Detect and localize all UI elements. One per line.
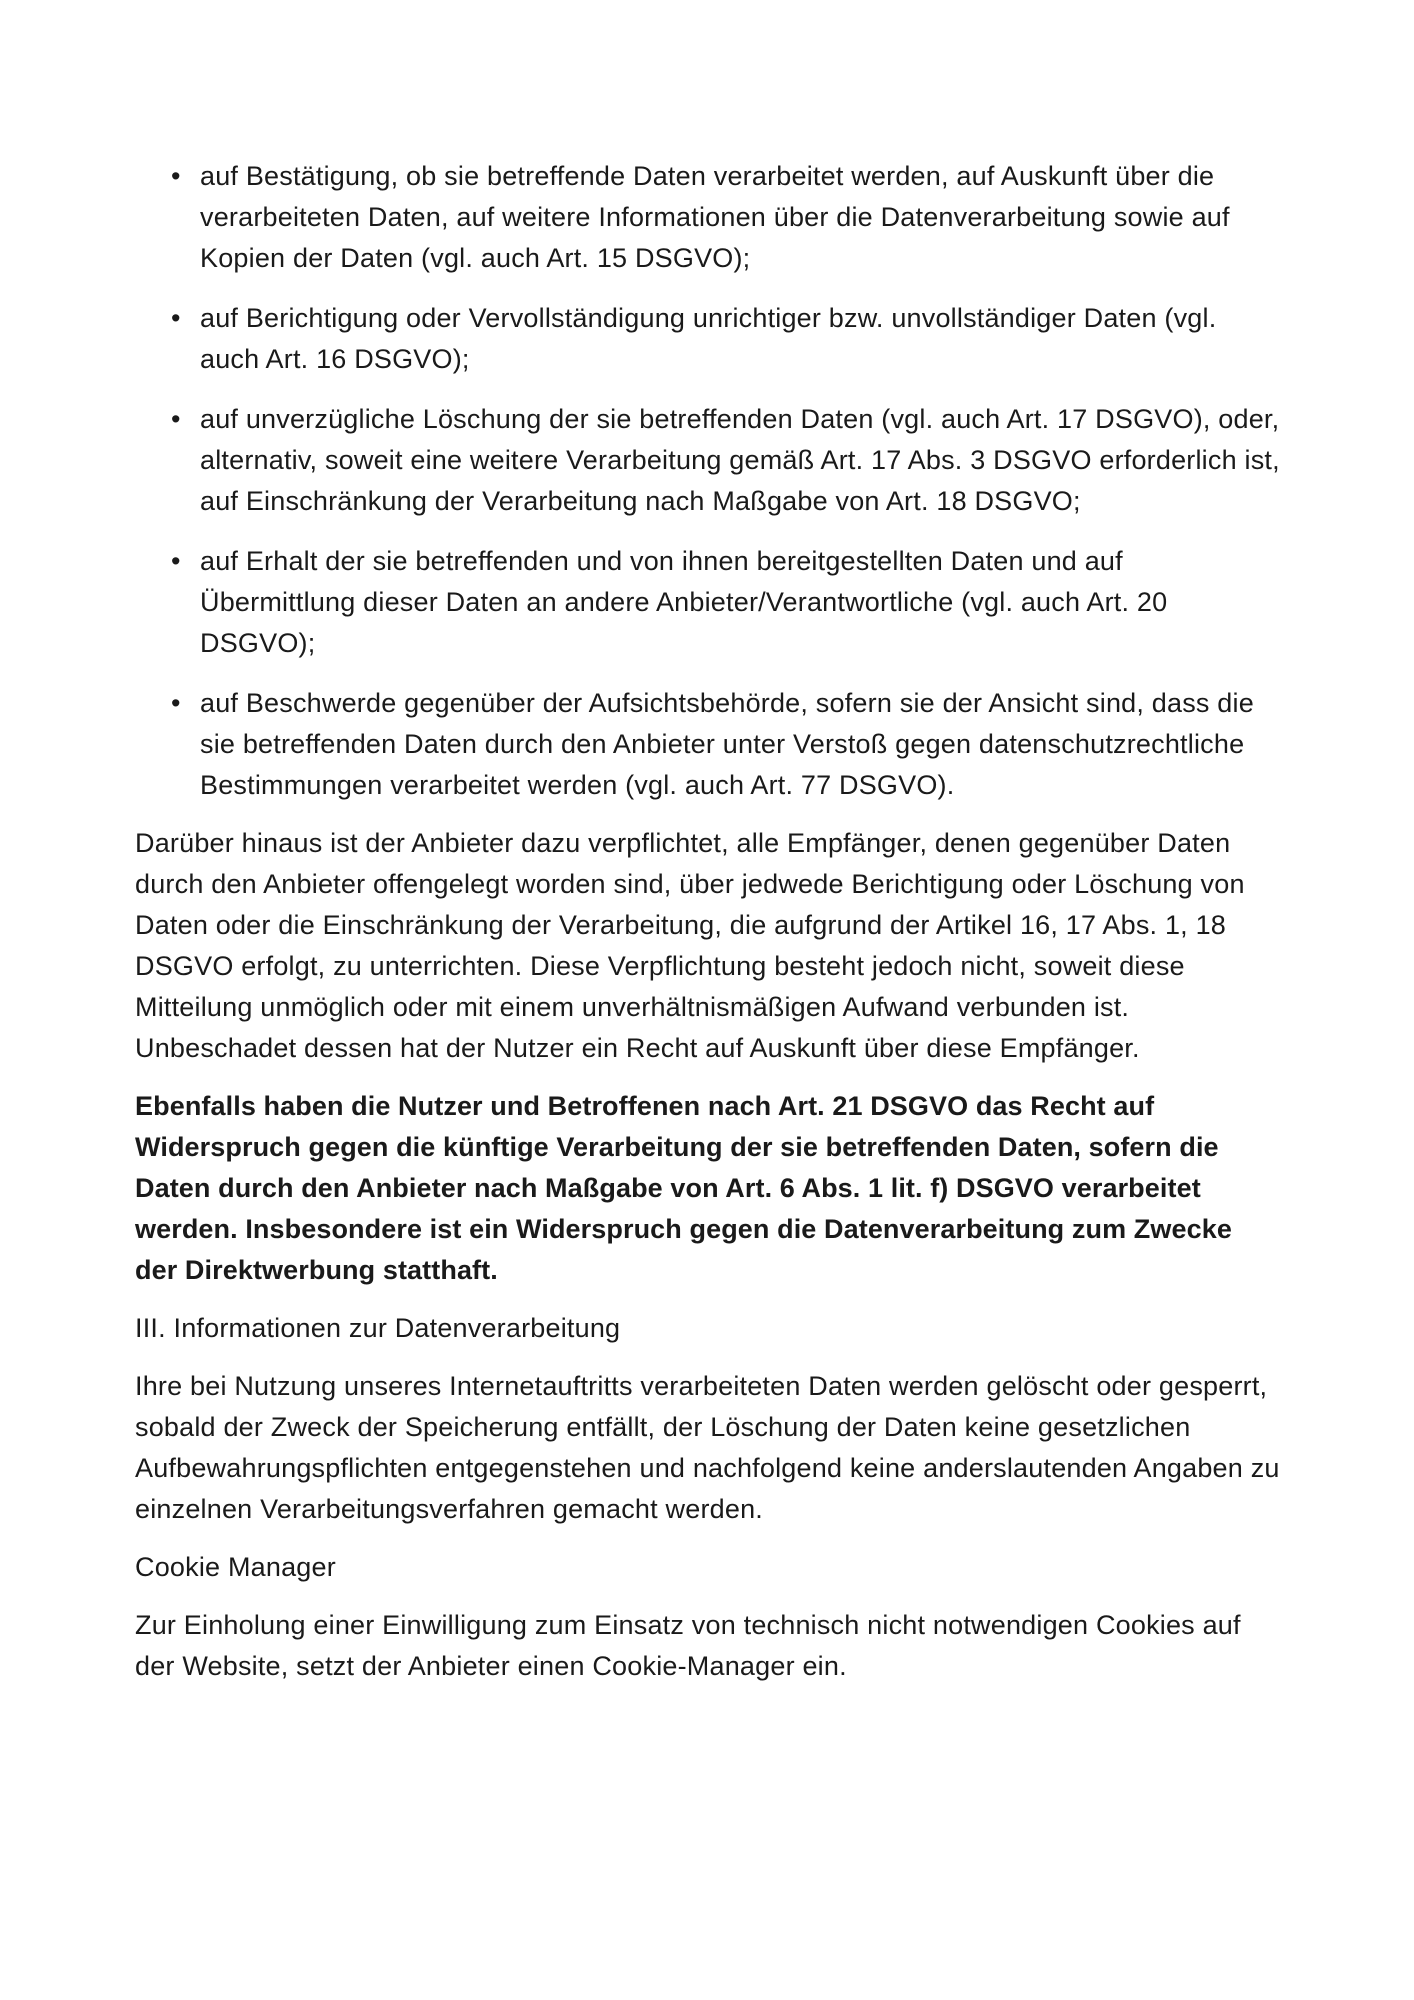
bullet-icon: • xyxy=(171,303,181,333)
cookie-manager-paragraph: Zur Einholung einer Einwilligung zum Einsatz von technisch nicht notwendigen Cookies auf der Website, setzt der Anbieter einen Cookie-Manager ein. xyxy=(135,1610,1241,1681)
data-processing-info-paragraph: Ihre bei Nutzung unseres Internetauftritts verarbeiteten Daten werden gelöscht oder gesperrt, sobald der Zweck der Speicherung entfällt, der Löschung der Daten keine gesetzlichen Aufbewahrungspflichten entgegenstehen und nachfolgend keine anderslautenden Angaben zu einzelnen Verarbeitungsverfahren gemacht werden. xyxy=(135,1371,1280,1524)
bullet-icon: • xyxy=(171,404,181,434)
right-complaint-text: auf Beschwerde gegenüber der Aufsichtsbehörde, sofern sie der Ansicht sind, dass die sie betreffenden Daten durch den Anbieter unter Verstoß gegen datenschutzrechtliche Bestimmungen verarbeitet werden (vgl. auch Art. 77 DSGVO). xyxy=(200,688,1254,800)
bullet-icon: • xyxy=(171,161,181,191)
bullet-icon: • xyxy=(171,546,181,576)
recipients-notification-paragraph: Darüber hinaus ist der Anbieter dazu verpflichtet, alle Empfänger, denen gegenüber Daten durch den Anbieter offengelegt worden sind, über jedwede Berichtigung oder Löschung von Daten oder die Einschränkung der Verarbeitung, die aufgrund der Artikel 16, 17 Abs. 1, 18 DSGVO erfolgt, zu unterrichten. Diese Verpflichtung besteht jedoch nicht, soweit diese Mitteilung unmöglich oder mit einem unverhältnismäßigen Aufwand verbunden ist. Unbeschadet dessen hat der Nutzer ein Recht auf Auskunft über diese Empfänger. xyxy=(135,828,1245,1063)
section-iii-heading: III. Informationen zur Datenverarbeitung xyxy=(135,1313,621,1343)
right-confirmation-access-text: auf Bestätigung, ob sie betreffende Daten verarbeitet werden, auf Auskunft über die verarbeiteten Daten, auf weitere Informationen über die Datenverarbeitung sowie auf Kopien der Daten (vgl. auch Art. 15 DSGVO); xyxy=(200,161,1230,273)
list-item xyxy=(135,156,1280,279)
list-item xyxy=(135,399,1280,522)
right-erasure-text: auf unverzügliche Löschung der sie betreffenden Daten (vgl. auch Art. 17 DSGVO), oder, alternativ, soweit eine weitere Verarbeitung gemäß Art. 17 Abs. 3 DSGVO erforderlich ist, auf Einschränkung der Verarbeitung nach Maßgabe von Art. 18 DSGVO; xyxy=(200,404,1280,516)
list-item xyxy=(135,541,1280,664)
list-item xyxy=(135,683,1280,806)
list-item xyxy=(135,298,1280,380)
bullet-icon: • xyxy=(171,688,181,718)
data-subject-rights-list xyxy=(135,156,1280,806)
right-rectification-text: auf Berichtigung oder Vervollständigung unrichtiger bzw. unvollständiger Daten (vgl. auch Art. 16 DSGVO); xyxy=(200,303,1217,374)
cookie-manager-heading: Cookie Manager xyxy=(135,1552,336,1582)
objection-right-paragraph: Ebenfalls haben die Nutzer und Betroffenen nach Art. 21 DSGVO das Recht auf Widerspruch gegen die künftige Verarbeitung der sie betreffenden Daten, sofern die Daten durch den Anbieter nach Maßgabe von Art. 6 Abs. 1 lit. f) DSGVO verarbeitet werden. Insbesondere ist ein Widerspruch gegen die Datenverarbeitung zum Zwecke der Direktwerbung statthaft. xyxy=(135,1091,1232,1285)
right-portability-text: auf Erhalt der sie betreffenden und von ihnen bereitgestellten Daten und auf Übermittlung dieser Daten an andere Anbieter/Verantwortliche (vgl. auch Art. 20 DSGVO); xyxy=(200,546,1168,658)
